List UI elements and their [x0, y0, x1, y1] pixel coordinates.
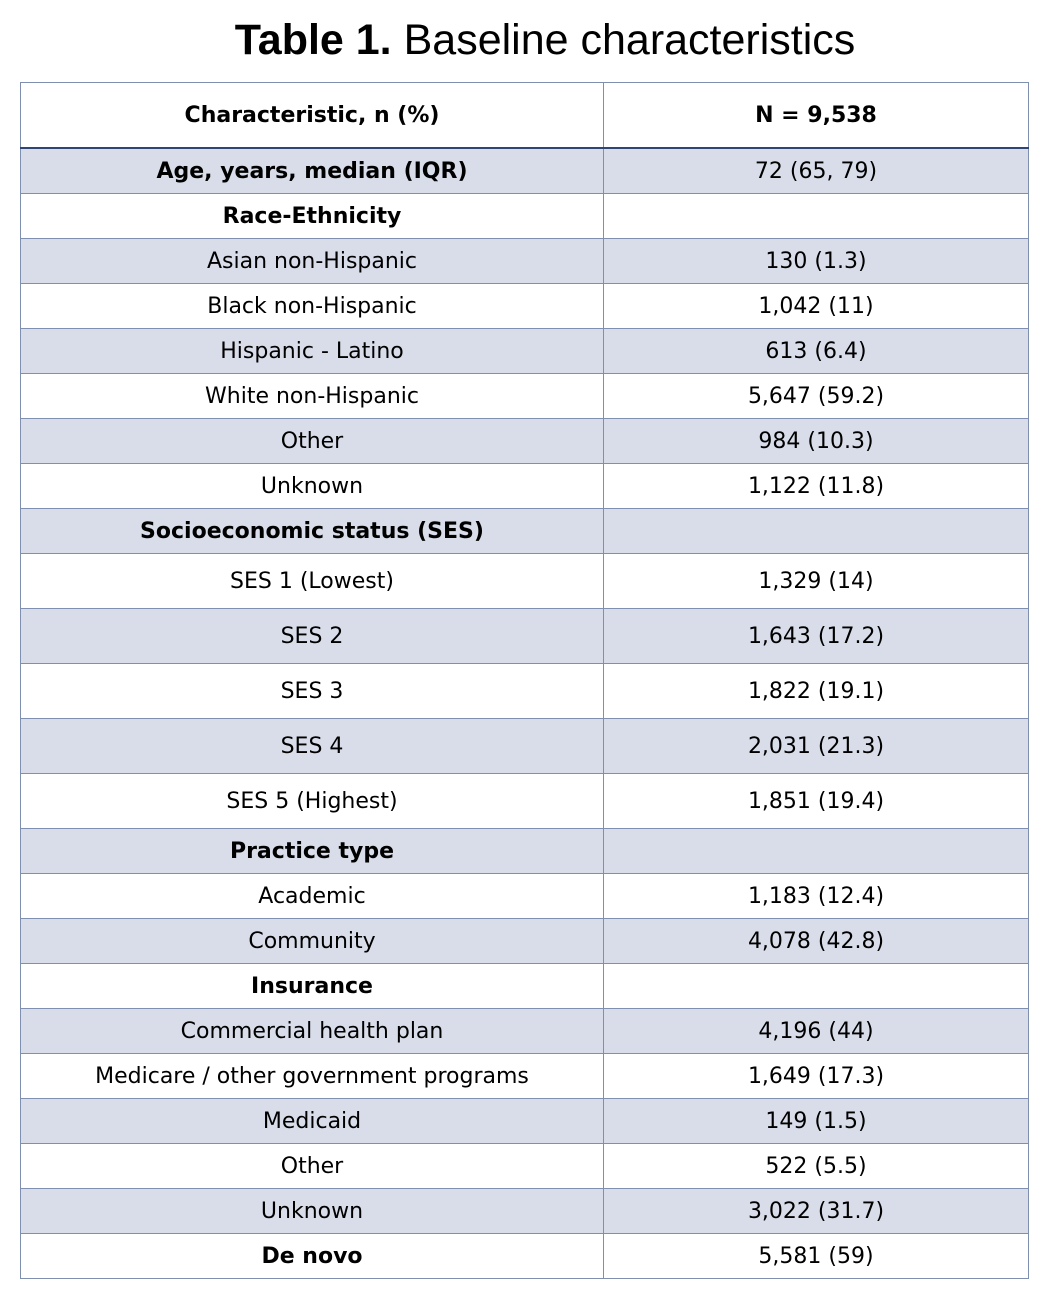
row-label: SES 1 (Lowest) — [21, 554, 604, 609]
row-value — [604, 829, 1029, 874]
table-row — [21, 329, 1029, 374]
row-value: 1,042 (11) — [604, 284, 1029, 329]
row-label: White non-Hispanic — [21, 374, 604, 419]
table-row — [21, 664, 1029, 719]
row-value: 522 (5.5) — [604, 1144, 1029, 1189]
row-label: Black non-Hispanic — [21, 284, 604, 329]
table-row — [21, 1234, 1029, 1279]
row-value: 1,183 (12.4) — [604, 874, 1029, 919]
section-label: Practice type — [21, 829, 604, 874]
table-row — [21, 829, 1029, 874]
row-label: Age, years, median (IQR) — [21, 148, 604, 194]
section-label: Insurance — [21, 964, 604, 1009]
table-row — [21, 1099, 1029, 1144]
row-value: 4,078 (42.8) — [604, 919, 1029, 964]
table-row — [21, 509, 1029, 554]
table-row — [21, 554, 1029, 609]
table-row — [21, 239, 1029, 284]
table-row — [21, 374, 1029, 419]
row-label: SES 5 (Highest) — [21, 774, 604, 829]
table-row — [21, 148, 1029, 194]
row-label: SES 2 — [21, 609, 604, 664]
row-value: 1,122 (11.8) — [604, 464, 1029, 509]
row-label: Hispanic - Latino — [21, 329, 604, 374]
row-label: Medicaid — [21, 1099, 604, 1144]
baseline-characteristics-table — [20, 82, 1029, 1279]
header-total: N = 9,538 — [604, 83, 1029, 149]
row-value: 1,649 (17.3) — [604, 1054, 1029, 1099]
table-row — [21, 1054, 1029, 1099]
row-value: 1,643 (17.2) — [604, 609, 1029, 664]
table-row — [21, 919, 1029, 964]
table-row — [21, 609, 1029, 664]
table-row — [21, 874, 1029, 919]
table-row — [21, 774, 1029, 829]
row-value: 984 (10.3) — [604, 419, 1029, 464]
table-row — [21, 1189, 1029, 1234]
table-row — [21, 419, 1029, 464]
row-value: 149 (1.5) — [604, 1099, 1029, 1144]
row-label: Other — [21, 1144, 604, 1189]
row-value: 3,022 (31.7) — [604, 1189, 1029, 1234]
row-value: 2,031 (21.3) — [604, 719, 1029, 774]
row-value — [604, 509, 1029, 554]
table-row — [21, 194, 1029, 239]
row-value: 613 (6.4) — [604, 329, 1029, 374]
row-label: Unknown — [21, 464, 604, 509]
row-value — [604, 194, 1029, 239]
row-label: Other — [21, 419, 604, 464]
row-label: Community — [21, 919, 604, 964]
section-label: Socioeconomic status (SES) — [21, 509, 604, 554]
table-row — [21, 1144, 1029, 1189]
table-title — [0, 14, 1052, 66]
row-label: Unknown — [21, 1189, 604, 1234]
row-value: 5,647 (59.2) — [604, 374, 1029, 419]
row-value: 4,196 (44) — [604, 1009, 1029, 1054]
row-value — [604, 964, 1029, 1009]
row-value: 1,851 (19.4) — [604, 774, 1029, 829]
section-label: Race-Ethnicity — [21, 194, 604, 239]
header-characteristic: Characteristic, n (%) — [21, 83, 604, 149]
row-value: 1,822 (19.1) — [604, 664, 1029, 719]
table-row — [21, 964, 1029, 1009]
row-label: De novo — [21, 1234, 604, 1279]
row-value: 72 (65, 79) — [604, 148, 1029, 194]
row-label: Commercial health plan — [21, 1009, 604, 1054]
table-row — [21, 719, 1029, 774]
table-row — [21, 1009, 1029, 1054]
table-number: Table 1. — [234, 16, 392, 64]
table-row — [21, 464, 1029, 509]
row-label: SES 3 — [21, 664, 604, 719]
row-value: 130 (1.3) — [604, 239, 1029, 284]
row-label: SES 4 — [21, 719, 604, 774]
row-label: Academic — [21, 874, 604, 919]
table-row — [21, 284, 1029, 329]
row-label: Medicare / other government programs — [21, 1054, 604, 1099]
row-label: Asian non-Hispanic — [21, 239, 604, 284]
row-value: 5,581 (59) — [604, 1234, 1029, 1279]
table-caption: Baseline characteristics — [403, 16, 856, 64]
row-value: 1,329 (14) — [604, 554, 1029, 609]
table-header-row — [21, 83, 1029, 149]
